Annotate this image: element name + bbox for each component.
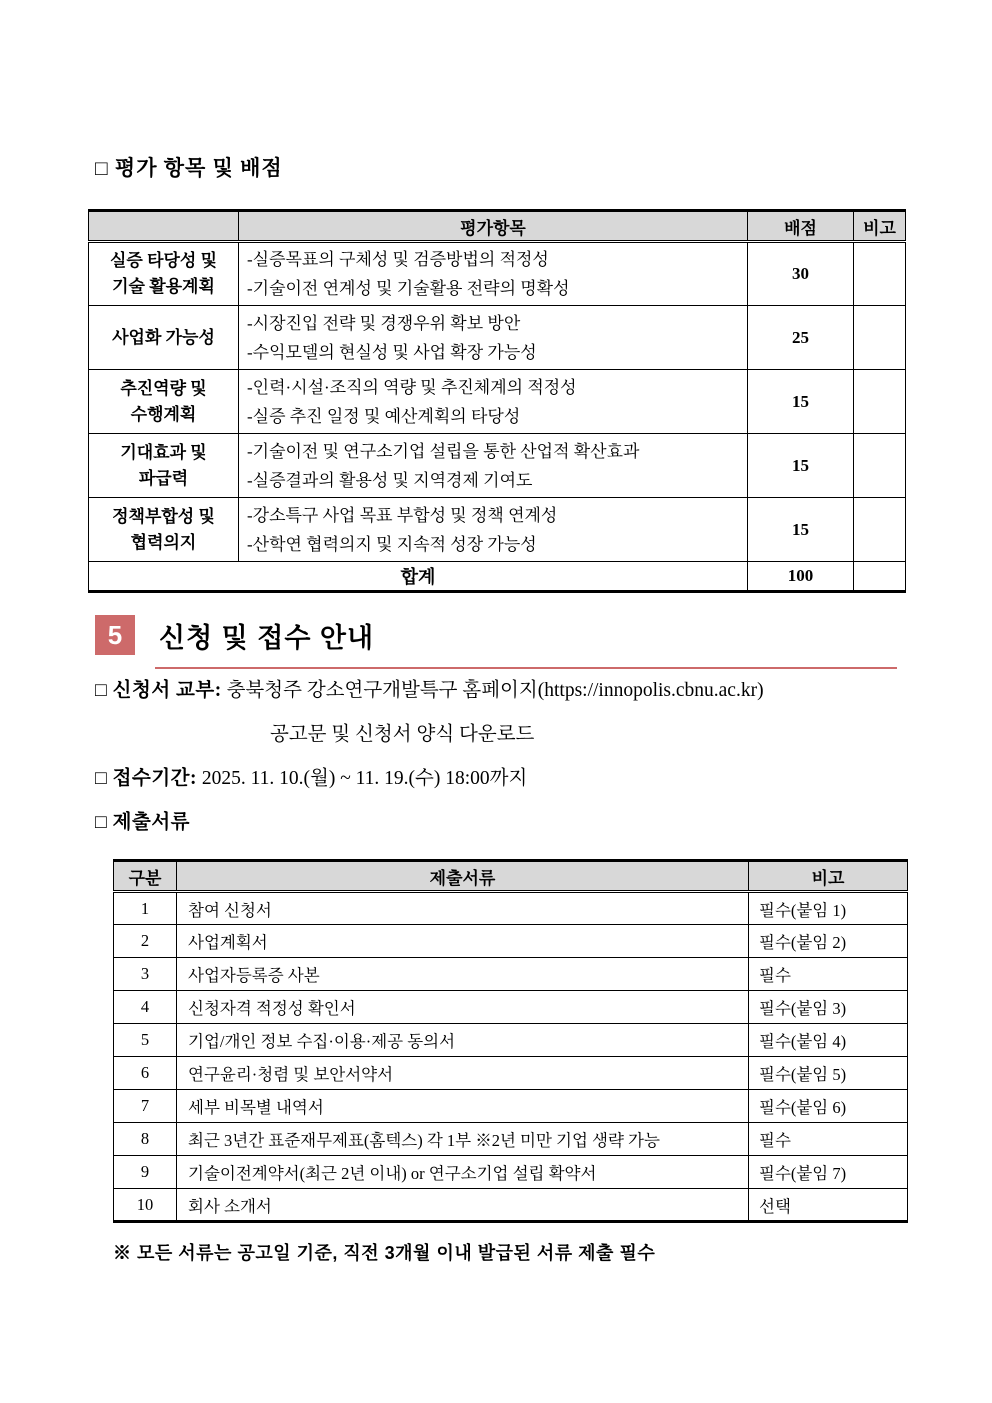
docs-table-row xyxy=(114,1057,908,1090)
eval-points: 15 xyxy=(748,498,854,562)
docs-label: □ 제출서류 xyxy=(95,812,191,833)
docs-table-row xyxy=(114,1189,908,1222)
doc-note: 필수(붙임 2) xyxy=(749,925,908,958)
doc-no: 7 xyxy=(114,1090,177,1123)
doc-name: 참여 신청서 xyxy=(177,892,749,925)
eval-table-row xyxy=(89,498,906,562)
doc-note: 필수(붙임 7) xyxy=(749,1156,908,1189)
doc-no: 6 xyxy=(114,1057,177,1090)
eval-note xyxy=(854,498,906,562)
eval-total-note xyxy=(854,562,906,592)
doc-name: 최근 3년간 표준재무제표(홈텍스) 각 1부 ※2년 미만 기업 생략 가능 xyxy=(177,1123,749,1156)
docs-table-row xyxy=(114,892,908,925)
eval-header-note: 비고 xyxy=(854,211,906,242)
docs-header-no: 구분 xyxy=(114,861,177,892)
distribution-line-2 xyxy=(270,723,992,747)
eval-items xyxy=(239,242,748,306)
doc-name: 사업계획서 xyxy=(177,925,749,958)
doc-no: 8 xyxy=(114,1123,177,1156)
documents-footnote: ※ 모든 서류는 공고일 기준, 직전 3개월 이내 발급된 서류 제출 필수 xyxy=(113,1243,656,1263)
eval-section-title: □ 평가 항목 및 배점 xyxy=(95,156,283,180)
eval-note xyxy=(854,242,906,306)
evaluation-table xyxy=(88,209,906,593)
period-line xyxy=(95,767,992,791)
doc-note: 필수(붙임 4) xyxy=(749,1024,908,1057)
distribution-value-2: 공고문 및 신청서 양식 다운로드 xyxy=(270,724,535,745)
doc-name: 연구윤리·청렴 및 보안서약서 xyxy=(177,1057,749,1090)
eval-header-points: 배점 xyxy=(748,211,854,242)
doc-no: 10 xyxy=(114,1189,177,1222)
eval-total-label: 합계 xyxy=(89,562,748,592)
distribution-label: □ 신청서 교부: xyxy=(95,680,222,701)
doc-note: 필수(붙임 1) xyxy=(749,892,908,925)
documents-table xyxy=(113,859,908,1223)
eval-points: 25 xyxy=(748,306,854,370)
section-title-underline xyxy=(155,615,897,669)
eval-header-row xyxy=(89,211,906,242)
eval-category: 기대효과 및 파급력 xyxy=(89,434,239,498)
distribution-line xyxy=(95,679,992,703)
eval-category: 실증 타당성 및 기술 활용계획 xyxy=(89,242,239,306)
eval-item-line: -실증목표의 구체성 및 검증방법의 적정성 xyxy=(247,250,549,269)
eval-total-points: 100 xyxy=(748,562,854,592)
docs-table-row xyxy=(114,1156,908,1189)
eval-item-line: -기술이전 연계성 및 기술활용 전략의 명확성 xyxy=(247,279,570,298)
doc-no: 4 xyxy=(114,991,177,1024)
section-number-badge: 5 xyxy=(95,615,135,655)
eval-category: 정책부합성 및 협력의지 xyxy=(89,498,239,562)
doc-note: 선택 xyxy=(749,1189,908,1222)
section-title: 신청 및 접수 안내 xyxy=(159,623,375,653)
doc-no: 2 xyxy=(114,925,177,958)
doc-name: 기업/개인 정보 수집·이용·제공 동의서 xyxy=(177,1024,749,1057)
eval-item-line: -시장진입 전략 및 경쟁우위 확보 방안 xyxy=(247,313,521,333)
docs-header-note: 비고 xyxy=(749,861,908,892)
eval-note xyxy=(854,370,906,434)
eval-items xyxy=(239,306,748,370)
period-label: □ 접수기간: xyxy=(95,768,197,789)
docs-label-line xyxy=(95,811,992,835)
doc-note: 필수(붙임 6) xyxy=(749,1090,908,1123)
eval-items xyxy=(239,498,748,562)
eval-category: 사업화 가능성 xyxy=(89,306,239,370)
docs-header-row xyxy=(114,861,908,892)
doc-name: 기술이전계약서(최근 2년 이내) or 연구소기업 설립 확약서 xyxy=(177,1156,749,1189)
docs-table-row xyxy=(114,1024,908,1057)
eval-table-row xyxy=(89,370,906,434)
eval-item-line: -인력·시설·조직의 역량 및 추진체계의 적정성 xyxy=(247,377,577,397)
eval-items xyxy=(239,370,748,434)
docs-table-row xyxy=(114,991,908,1024)
eval-points: 30 xyxy=(748,242,854,306)
doc-name: 회사 소개서 xyxy=(177,1189,749,1222)
section-5-header xyxy=(95,615,897,669)
doc-no: 3 xyxy=(114,958,177,991)
docs-header-doc: 제출서류 xyxy=(177,861,749,892)
doc-note: 필수(붙임 3) xyxy=(749,991,908,1024)
eval-items xyxy=(239,434,748,498)
eval-item-line: -실증 추진 일정 및 예산계획의 타당성 xyxy=(247,406,521,426)
eval-item-line: -강소특구 사업 목표 부합성 및 정책 연계성 xyxy=(247,505,558,525)
eval-header-category xyxy=(89,211,239,242)
eval-note xyxy=(854,306,906,370)
docs-table-row xyxy=(114,1123,908,1156)
doc-no: 5 xyxy=(114,1024,177,1057)
eval-points: 15 xyxy=(748,370,854,434)
doc-name: 사업자등록증 사본 xyxy=(177,958,749,991)
doc-no: 1 xyxy=(114,892,177,925)
period-value: 2025. 11. 10.(월) ~ 11. 19.(수) 18:00까지 xyxy=(201,768,528,789)
eval-points: 15 xyxy=(748,434,854,498)
distribution-value: 충북청주 강소연구개발특구 홈페이지(https://innopolis.cbnu.ac.kr) xyxy=(226,680,764,701)
eval-table-row xyxy=(89,306,906,370)
docs-table-row xyxy=(114,925,908,958)
doc-name: 신청자격 적정성 확인서 xyxy=(177,991,749,1024)
eval-header-item: 평가항목 xyxy=(239,211,748,242)
eval-total-row xyxy=(89,562,906,592)
eval-table-row xyxy=(89,434,906,498)
docs-table-row xyxy=(114,1090,908,1123)
doc-no: 9 xyxy=(114,1156,177,1189)
eval-item-line: -기술이전 및 연구소기업 설립을 통한 산업적 확산효과 xyxy=(247,441,640,461)
eval-item-line: -실증결과의 활용성 및 지역경제 기여도 xyxy=(247,470,533,490)
doc-note: 필수 xyxy=(749,1123,908,1156)
doc-note: 필수 xyxy=(749,958,908,991)
doc-note: 필수(붙임 5) xyxy=(749,1057,908,1090)
eval-note xyxy=(854,434,906,498)
eval-table-row xyxy=(89,242,906,306)
docs-table-row xyxy=(114,958,908,991)
eval-category: 추진역량 및 수행계획 xyxy=(89,370,239,434)
doc-name: 세부 비목별 내역서 xyxy=(177,1090,749,1123)
eval-item-line: -수익모델의 현실성 및 사업 확장 가능성 xyxy=(247,342,537,362)
eval-item-line: -산학연 협력의지 및 지속적 성장 가능성 xyxy=(247,534,537,554)
